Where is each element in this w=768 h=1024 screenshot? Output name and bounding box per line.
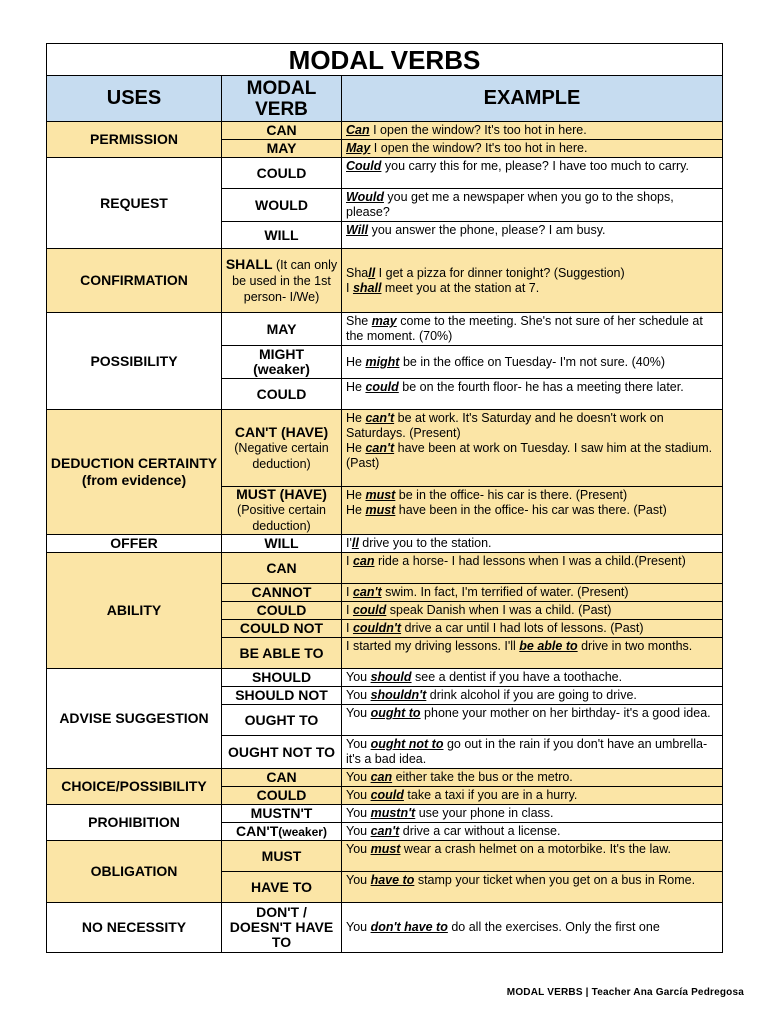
table-body — [47, 44, 723, 953]
example-text: You — [346, 737, 371, 751]
example-cell — [342, 638, 723, 669]
example-text: you carry this for me, please? I have too much to carry. — [381, 159, 689, 173]
highlighted-modal: should — [370, 670, 412, 684]
example-cell — [342, 189, 723, 222]
table-row — [47, 535, 723, 553]
header-row — [47, 76, 723, 122]
highlighted-modal: ll — [368, 265, 376, 280]
modal-verb-cell — [222, 669, 342, 687]
example-text: I get a pizza for dinner tonight? (Suggestion) — [375, 265, 625, 280]
example-text: I — [346, 280, 353, 295]
modal-verb: CANNOT — [251, 584, 312, 600]
example-text: have been at work on Tuesday. I saw him at the stadium. (Past) — [346, 441, 713, 470]
highlighted-modal: must — [365, 503, 396, 517]
example-cell — [342, 410, 723, 487]
modal-verb-cell — [222, 158, 342, 189]
modal-verb: MIGHT — [258, 346, 305, 362]
modal-verb: MAY — [266, 140, 297, 156]
modal-verb-cell — [222, 410, 342, 487]
highlighted-modal: can't — [370, 824, 400, 838]
highlighted-modal: can't — [352, 585, 382, 599]
highlighted-modal: Can — [346, 123, 370, 137]
example-text: I — [346, 621, 353, 635]
highlighted-modal: Would — [346, 190, 384, 204]
modal-verb: OUGHT NOT TO — [227, 743, 336, 760]
modal-verb-cell — [222, 222, 342, 249]
table-row — [47, 158, 723, 189]
highlighted-modal: don't have to — [370, 920, 448, 934]
modal-verb-cell — [222, 553, 342, 584]
highlighted-modal: might — [365, 354, 400, 369]
table-row — [47, 313, 723, 346]
example-text: You — [346, 824, 371, 838]
modal-verb-note: (weaker) — [278, 824, 327, 839]
example-cell — [342, 535, 723, 553]
example-cell — [342, 687, 723, 705]
example-text: He — [346, 441, 366, 455]
highlighted-modal: could — [352, 603, 387, 617]
example-text: have been in the office- his car was there. (Past) — [395, 503, 667, 517]
example-text: You — [346, 842, 371, 856]
example-cell — [342, 872, 723, 903]
example-cell — [342, 140, 723, 158]
example-text: drink alcohol if you are going to drive. — [426, 688, 637, 702]
modal-verb: MUSTN'T — [250, 805, 313, 821]
modal-verb: CAN'T — [236, 822, 279, 839]
highlighted-modal: can't — [365, 411, 395, 425]
example-text: be on the fourth floor- he has a meeting there later. — [398, 380, 684, 394]
modal-verb: CAN — [266, 559, 297, 576]
highlighted-modal: may — [371, 314, 397, 328]
example-cell — [342, 903, 723, 953]
modal-verb-cell — [222, 122, 342, 140]
modal-verb-cell — [222, 140, 342, 158]
modal-verb-cell — [222, 769, 342, 787]
modal-verb-cell — [222, 638, 342, 669]
highlighted-modal: could — [370, 788, 404, 802]
example-text: speak Danish when I was a child. (Past) — [386, 603, 612, 617]
example-cell — [342, 584, 723, 602]
modal-verb: COULD — [256, 164, 307, 181]
modal-verb: MUST (HAVE) — [236, 486, 327, 502]
example-cell — [342, 313, 723, 346]
example-cell — [342, 553, 723, 584]
modal-verbs-table — [46, 43, 723, 953]
example-cell — [342, 122, 723, 140]
modal-verb: BE ABLE TO — [239, 644, 324, 661]
modal-verb-cell — [222, 313, 342, 346]
modal-verb: SHALL — [225, 255, 273, 272]
highlighted-modal: ought to — [370, 706, 421, 720]
example-cell — [342, 705, 723, 736]
table-row — [47, 122, 723, 140]
highlighted-modal: have to — [370, 873, 415, 887]
modal-verb: COULD NOT — [239, 620, 324, 636]
example-text: come to the meeting. She's not sure of her schedule at the moment. (70%) — [346, 314, 703, 343]
example-text: I started my driving lessons. I'll — [346, 639, 520, 653]
example-text: either take the bus or the metro. — [392, 770, 573, 784]
modal-verb: SHOULD NOT — [235, 687, 328, 703]
example-text: drive you to the station. — [358, 536, 492, 550]
example-text: stamp your ticket when you get on a bus in Rome. — [414, 873, 696, 887]
example-text: do all the exercises. Only the first one — [447, 920, 660, 934]
example-text: I — [346, 603, 353, 617]
modal-verb-note: (Positive certain deduction) — [237, 503, 326, 533]
table-row — [47, 669, 723, 687]
modal-verb: CAN — [266, 769, 297, 785]
example-text: He — [346, 380, 366, 394]
example-cell — [342, 787, 723, 805]
example-cell — [342, 841, 723, 872]
use-cell: PROHIBITION — [47, 805, 222, 841]
page-footer: MODAL VERBS | Teacher Ana García Pedregosa — [506, 987, 744, 998]
example-text: be at work. It's Saturday and he doesn't work on Saturdays. (Present) — [346, 411, 664, 440]
example-text: I open the window? It's too hot in here. — [369, 123, 587, 137]
modal-verb: WILL — [264, 535, 299, 551]
modal-verb-cell — [222, 487, 342, 535]
highlighted-modal: must — [365, 488, 396, 502]
use-cell: REQUEST — [47, 158, 222, 249]
example-text: You — [346, 788, 371, 802]
example-text: ride a horse- I had lessons when I was a child.(Present) — [374, 554, 686, 568]
example-text: be in the office- his car is there. (Present) — [395, 488, 628, 502]
example-text: Sha — [346, 265, 369, 280]
example-text: You — [346, 920, 371, 934]
modal-verb-cell — [222, 602, 342, 620]
example-text: take a taxi if you are in a hurry. — [403, 788, 578, 802]
example-text: I — [346, 554, 353, 568]
use-cell: DEDUCTION CERTAINTY (from evidence) — [47, 410, 222, 535]
title-row — [47, 44, 723, 76]
example-cell — [342, 249, 723, 313]
highlighted-modal: must — [370, 842, 401, 856]
example-cell — [342, 823, 723, 841]
example-cell — [342, 669, 723, 687]
example-cell — [342, 222, 723, 249]
example-text: drive in two months. — [577, 639, 693, 653]
highlighted-modal: can't — [365, 441, 395, 455]
modal-verb: MUST — [261, 847, 302, 864]
highlighted-modal: can — [352, 554, 375, 568]
modal-verb: OUGHT TO — [244, 711, 319, 728]
use-cell: OBLIGATION — [47, 841, 222, 903]
example-text: swim. In fact, I'm terrified of water. (Present) — [381, 585, 629, 599]
highlighted-modal: can — [370, 770, 393, 784]
example-cell — [342, 346, 723, 379]
example-text: You — [346, 873, 371, 887]
example-cell — [342, 379, 723, 410]
modal-verb: MAY — [266, 320, 297, 337]
modal-verb-cell — [222, 823, 342, 841]
example-text: drive a car until I had lots of lessons. (Past) — [401, 621, 644, 635]
modal-verb-cell — [222, 841, 342, 872]
header-example: EXAMPLE — [342, 76, 723, 122]
modal-verb-cell — [222, 346, 342, 379]
highlighted-modal: ought not to — [370, 737, 444, 751]
highlighted-modal: ll — [351, 536, 359, 550]
modal-verb: WILL — [264, 226, 299, 243]
example-text: I' — [346, 536, 352, 550]
modal-verb-cell — [222, 189, 342, 222]
modal-verb-cell — [222, 379, 342, 410]
use-cell: ADVISE SUGGESTION — [47, 669, 222, 769]
example-text: drive a car without a license. — [399, 824, 561, 838]
modal-verb-cell — [222, 584, 342, 602]
example-text: You — [346, 670, 371, 684]
highlighted-modal: mustn't — [370, 806, 416, 820]
example-text: He — [346, 488, 366, 502]
modal-verb: COULD — [256, 602, 307, 618]
highlighted-modal: Will — [346, 223, 369, 237]
modal-verb-cell — [222, 736, 342, 769]
example-cell — [342, 487, 723, 535]
table-row — [47, 410, 723, 487]
use-cell: CHOICE/POSSIBILITY — [47, 769, 222, 805]
use-cell: ABILITY — [47, 553, 222, 669]
table-row — [47, 903, 723, 953]
modal-verb: CAN — [266, 122, 297, 138]
example-text: be in the office on Tuesday- I'm not sure. (40%) — [399, 354, 665, 369]
table-row — [47, 249, 723, 313]
highlighted-modal: could — [365, 380, 399, 394]
use-cell: OFFER — [47, 535, 222, 553]
modal-verb-cell — [222, 787, 342, 805]
modal-verb-cell — [222, 535, 342, 553]
modal-verb-cell — [222, 872, 342, 903]
example-text: you get me a newspaper when you go to the shops, please? — [346, 190, 674, 219]
modal-verb-cell — [222, 705, 342, 736]
highlighted-modal: shall — [352, 280, 382, 295]
modal-verb: WOULD — [255, 196, 308, 213]
example-cell — [342, 736, 723, 769]
example-text: you answer the phone, please? I am busy. — [368, 223, 606, 237]
highlighted-modal: couldn't — [352, 621, 402, 635]
table-row — [47, 769, 723, 787]
modal-verb-cell — [222, 249, 342, 313]
example-text: wear a crash helmet on a motorbike. It's the law. — [400, 842, 672, 856]
modal-verb: HAVE TO — [251, 878, 312, 895]
example-cell — [342, 620, 723, 638]
example-text: go out in the rain if you don't have an umbrella- it's a bad idea. — [346, 737, 708, 766]
modal-verb-cell — [222, 687, 342, 705]
highlighted-modal: be able to — [519, 639, 578, 653]
modal-verb: SHOULD — [251, 669, 312, 685]
example-text: I open the window? It's too hot in here. — [370, 141, 588, 155]
example-text: You — [346, 688, 371, 702]
example-text: You — [346, 770, 371, 784]
page-title: MODAL VERBS — [47, 44, 723, 76]
example-text: She — [346, 314, 372, 328]
example-text: He — [346, 503, 366, 517]
example-cell — [342, 769, 723, 787]
modal-verb: CAN'T (HAVE) — [234, 423, 329, 440]
example-text: phone your mother on her birthday- it's a good idea. — [420, 706, 711, 720]
example-text: You — [346, 706, 371, 720]
table-row — [47, 805, 723, 823]
highlighted-modal: Could — [346, 159, 382, 173]
use-cell: CONFIRMATION — [47, 249, 222, 313]
highlighted-modal: May — [346, 141, 371, 155]
example-cell — [342, 158, 723, 189]
modal-verb-note: (It can only be used in the 1st person- I/We) — [232, 257, 338, 304]
example-text: You — [346, 806, 371, 820]
example-cell — [342, 602, 723, 620]
example-text: He — [346, 411, 366, 425]
header-modal-verb: MODAL VERB — [222, 76, 342, 122]
modal-verb-cell — [222, 903, 342, 953]
example-text: I — [346, 585, 353, 599]
use-cell: PERMISSION — [47, 122, 222, 158]
example-text: see a dentist if you have a toothache. — [411, 670, 623, 684]
use-cell: POSSIBILITY — [47, 313, 222, 410]
highlighted-modal: shouldn't — [370, 688, 427, 702]
modal-verb: COULD — [256, 787, 307, 803]
modal-verb-note: (Negative certain deduction) — [234, 440, 329, 471]
table-row — [47, 553, 723, 584]
table-row — [47, 841, 723, 872]
modal-verb: DON'T / DOESN'T HAVE TO — [229, 904, 334, 950]
header-uses: USES — [47, 76, 222, 122]
use-cell: NO NECESSITY — [47, 903, 222, 953]
example-cell — [342, 805, 723, 823]
example-text: meet you at the station at 7. — [381, 280, 540, 295]
example-text: He — [346, 354, 366, 369]
modal-verb-note: (weaker) — [253, 361, 310, 377]
example-text: use your phone in class. — [415, 806, 554, 820]
modal-verb-cell — [222, 620, 342, 638]
modal-verb: COULD — [256, 385, 307, 402]
modal-verb-cell — [222, 805, 342, 823]
